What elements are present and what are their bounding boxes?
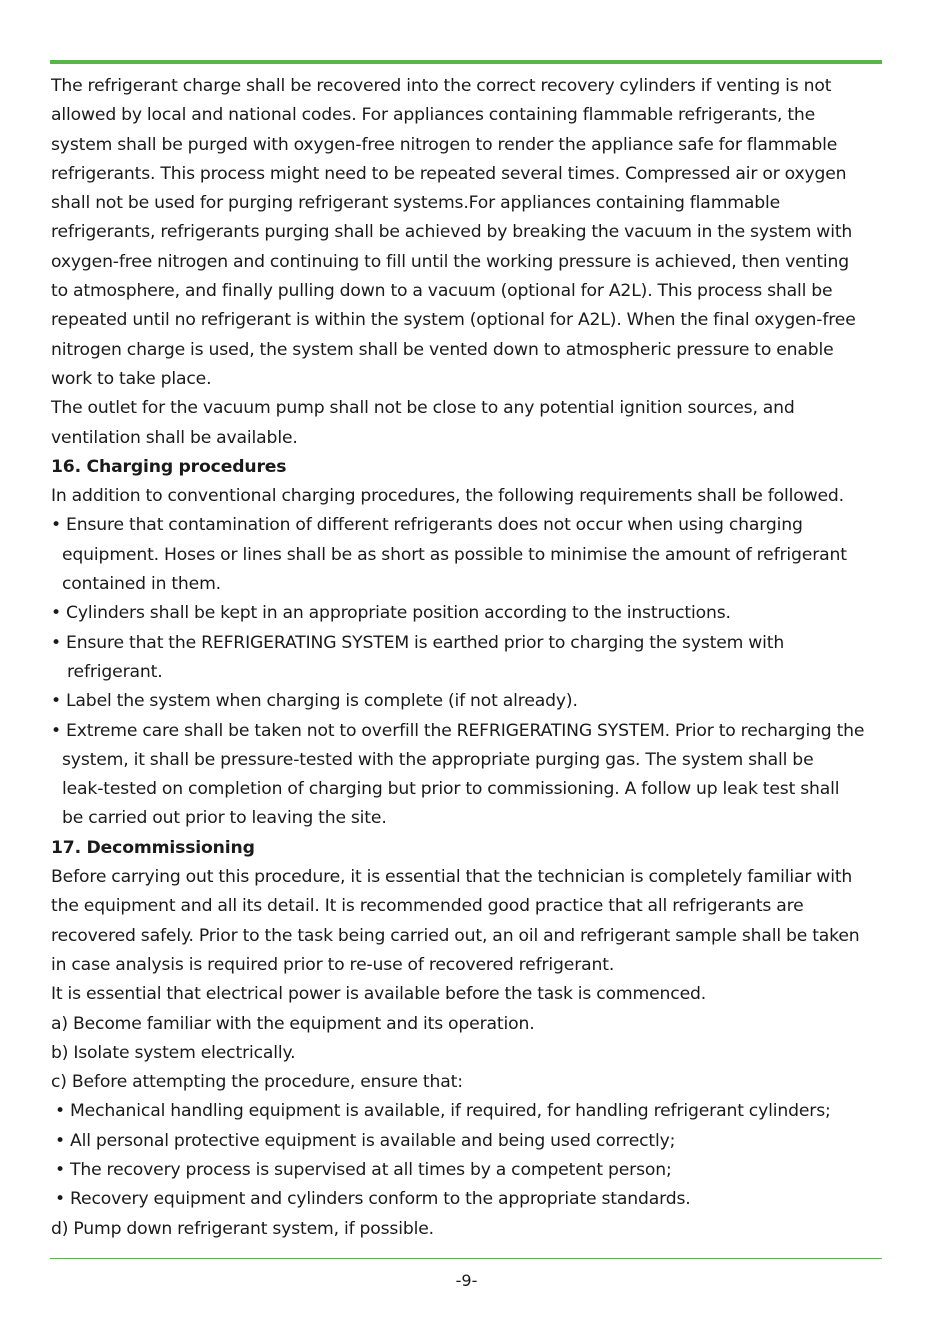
text-line: nitrogen charge is used, the system shall be vented down to atmospheric pressure to enable [51,339,834,360]
bullet-item: • Recovery equipment and cylinders conform to the appropriate standards. [55,1189,691,1210]
text-line: allowed by local and national codes. For appliances containing flammable refrigerants, the [51,105,816,126]
text-line: oxygen-free nitrogen and continuing to fill until the working pressure is achieved, then venting [51,251,850,272]
text-line: a) Become familiar with the equipment and its operation. [51,1013,535,1034]
text-line: In addition to conventional charging procedures, the following requirements shall be followed. [51,486,844,507]
text-line: leak-tested on completion of charging but prior to commissioning. A follow up leak test shall [62,779,840,800]
text-line: refrigerants, refrigerants purging shall be achieved by breaking the vacuum in the system with [51,222,853,243]
text-line: Before carrying out this procedure, it is essential that the technician is completely familiar with [51,867,853,888]
bullet-item: • Ensure that contamination of different refrigerants does not occur when using charging [51,515,803,536]
text-line: repeated until no refrigerant is within the system (optional for A2L). When the final oxygen-free [51,310,856,331]
bullet-item: • Label the system when charging is complete (if not already). [51,691,578,712]
text-line: contained in them. [62,574,221,595]
bottom-divider [50,1258,882,1259]
section-heading: 17. Decommissioning [51,837,255,858]
top-divider [50,60,882,64]
text-line: system, it shall be pressure-tested with the appropriate purging gas. The system shall be [62,749,814,770]
text-line: the equipment and all its detail. It is recommended good practice that all refrigerants are [51,896,804,917]
text-line: recovered safely. Prior to the task being carried out, an oil and refrigerant sample shall be taken [51,925,860,946]
text-line: ventilation shall be available. [51,427,298,448]
text-line: in case analysis is required prior to re-use of recovered refrigerant. [51,954,615,975]
bullet-item: • All personal protective equipment is available and being used correctly; [55,1130,676,1151]
text-line: It is essential that electrical power is available before the task is commenced. [51,984,707,1005]
bullet-item: • Ensure that the REFRIGERATING SYSTEM is earthed prior to charging the system with [51,632,785,653]
text-line: be carried out prior to leaving the site. [62,808,387,829]
page-body [51,72,901,1244]
text-line: work to take place. [51,368,212,389]
text-line: The refrigerant charge shall be recovered into the correct recovery cylinders if venting is not [51,76,832,96]
text-line: The outlet for the vacuum pump shall not be close to any potential ignition sources, and [51,398,795,419]
text-line: system shall be purged with oxygen-free nitrogen to render the appliance safe for flammable [51,134,838,155]
text-line: c) Before attempting the procedure, ensure that: [51,1072,463,1093]
text-line: equipment. Hoses or lines shall be as short as possible to minimise the amount of refrigerant [62,544,847,565]
text-line: shall not be used for purging refrigerant systems.For appliances containing flammable [51,193,781,214]
bullet-item: • Mechanical handling equipment is available, if required, for handling refrigerant cylinders; [55,1101,831,1122]
text-line: to atmosphere, and finally pulling down to a vacuum (optional for A2L). This process shall be [51,281,833,302]
page-number: -9- [455,1271,478,1290]
bullet-item: • Extreme care shall be taken not to overfill the REFRIGERATING SYSTEM. Prior to recharging the [51,720,865,741]
text-line: refrigerant. [67,661,163,682]
bullet-item: • Cylinders shall be kept in an appropriate position according to the instructions. [51,603,731,624]
text-line: d) Pump down refrigerant system, if possible. [51,1218,434,1239]
text-line: refrigerants. This process might need to be repeated several times. Compressed air or oxygen [51,163,847,184]
bullet-item: • The recovery process is supervised at all times by a competent person; [55,1159,672,1180]
section-heading: 16. Charging procedures [51,456,287,477]
text-line: b) Isolate system electrically. [51,1042,296,1063]
